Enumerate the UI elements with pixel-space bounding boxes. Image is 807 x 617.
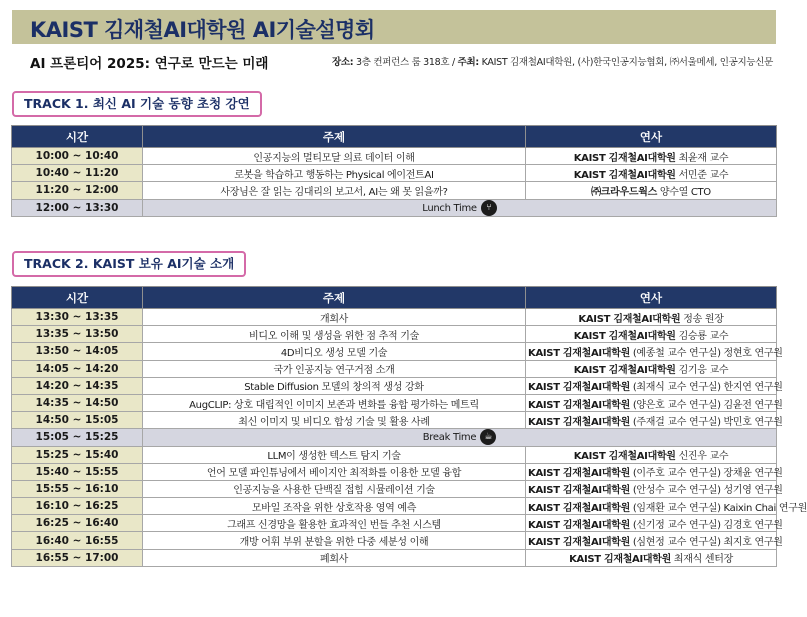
- speaker-org: KAIST 김재철AI대학원: [528, 537, 630, 549]
- topic-cell: 4D비디오 생성 모델 기술: [143, 343, 526, 360]
- speaker-name: (임재환 교수 연구실) Kaixin Chai 연구원: [632, 502, 807, 514]
- host-value: KAIST 김재철AI대학원, (사)한국인공지능협회, ㈜서울메세, 인공지능신문: [481, 57, 773, 68]
- table-row: [12, 326, 777, 343]
- table-row: [12, 446, 777, 463]
- topic-cell: 모바일 조작을 위한 상호작용 영역 예측: [143, 498, 526, 515]
- time-cell: 15:40 ~ 15:55: [12, 463, 143, 480]
- speaker-name: (예종철 교수 연구실) 정현호 연구원: [632, 347, 783, 359]
- table-row: [12, 148, 777, 165]
- time-cell: 13:30 ~ 13:35: [12, 309, 143, 326]
- host-label: 주최:: [457, 57, 479, 68]
- break-cell: [143, 429, 777, 446]
- speaker-org: KAIST 김재철AI대학원: [573, 451, 676, 463]
- topic-cell: 사장님은 잘 읽는 김대리의 보고서, AI는 왜 못 읽을까?: [143, 182, 526, 199]
- time-cell: 15:25 ~ 15:40: [12, 446, 143, 463]
- speaker-cell: [526, 446, 777, 463]
- topic-cell: 그래프 신경망을 활용한 효과적인 번들 추천 시스템: [143, 515, 526, 532]
- table-row: [12, 480, 777, 497]
- track2-schedule-table: [11, 286, 807, 567]
- time-cell: 16:10 ~ 16:25: [12, 498, 143, 515]
- speaker-org: KAIST 김재철AI대학원: [573, 169, 676, 181]
- speaker-name: 최윤재 교수: [678, 152, 729, 164]
- table-row: [12, 515, 777, 532]
- speaker-org: KAIST 김재철AI대학원: [528, 519, 630, 531]
- speaker-org: KAIST 김재철AI대학원: [528, 382, 630, 394]
- speaker-cell: [526, 309, 777, 326]
- table-header-row: [12, 287, 777, 309]
- column-header-speaker: 연사: [526, 287, 777, 309]
- speaker-cell: [526, 498, 807, 515]
- topic-cell: AugCLIP: 상호 대립적인 이미지 보존과 변화를 융합 평가하는 메트릭: [143, 394, 526, 411]
- speaker-cell: [526, 148, 777, 165]
- time-cell: 16:40 ~ 16:55: [12, 532, 143, 549]
- table-row: [12, 463, 777, 480]
- topic-cell: 폐회사: [143, 549, 526, 566]
- time-cell: 16:25 ~ 16:40: [12, 515, 143, 532]
- coffee-cup-icon: ☕: [480, 429, 496, 445]
- table-row: [12, 165, 777, 182]
- table-row: [12, 498, 777, 515]
- speaker-org: KAIST 김재철AI대학원: [573, 365, 676, 377]
- time-cell: 14:35 ~ 14:50: [12, 394, 143, 411]
- speaker-cell: [526, 412, 783, 429]
- event-subtitle: AI 프론티어 2025: 연구로 만드는 미래: [30, 56, 269, 72]
- speaker-cell: [526, 377, 783, 394]
- time-cell: 15:05 ~ 15:25: [12, 429, 143, 446]
- time-cell: 13:50 ~ 14:05: [12, 343, 143, 360]
- speaker-name: 정송 원장: [683, 313, 724, 325]
- break-label: Lunch Time: [422, 202, 477, 214]
- speaker-cell: [526, 549, 777, 566]
- speaker-cell: [526, 532, 783, 549]
- speaker-name: (주재걸 교수 연구실) 박민호 연구원: [632, 416, 783, 428]
- speaker-name: (이주호 교수 연구실) 장채윤 연구원: [632, 468, 783, 480]
- speaker-cell: [526, 463, 783, 480]
- table-row: [12, 360, 777, 377]
- speaker-org: KAIST 김재철AI대학원: [573, 152, 676, 164]
- speaker-cell: [526, 394, 783, 411]
- speaker-org: KAIST 김재철AI대학원: [528, 399, 630, 411]
- time-cell: 14:20 ~ 14:35: [12, 377, 143, 394]
- break-row: [12, 199, 777, 216]
- column-header-topic: 주제: [143, 287, 526, 309]
- speaker-cell: [526, 343, 783, 360]
- speaker-org: KAIST 김재철AI대학원: [569, 554, 671, 566]
- table-row: [12, 309, 777, 326]
- speaker-name: (심현정 교수 연구실) 최지호 연구원: [632, 537, 783, 549]
- title-banner: [12, 10, 776, 44]
- speaker-name: 신진우 교수: [678, 451, 729, 463]
- column-header-topic: 주제: [143, 126, 526, 148]
- table-header-row: [12, 126, 777, 148]
- table-row: [12, 532, 777, 549]
- track2-heading: TRACK 2. KAIST 보유 AI기술 소개: [12, 251, 246, 277]
- speaker-org: KAIST 김재철AI대학원: [573, 330, 676, 342]
- time-cell: 15:55 ~ 16:10: [12, 480, 143, 497]
- break-label: Break Time: [422, 432, 477, 444]
- speaker-name: (양은호 교수 연구실) 김윤전 연구원: [632, 399, 783, 411]
- venue-label: 장소:: [332, 57, 354, 68]
- speaker-cell: [526, 480, 783, 497]
- speaker-org: KAIST 김재철AI대학원: [578, 313, 681, 325]
- time-cell: 14:05 ~ 14:20: [12, 360, 143, 377]
- column-header-time: 시간: [12, 126, 143, 148]
- speaker-org: KAIST 김재철AI대학원: [528, 347, 630, 359]
- topic-cell: LLM이 생성한 텍스트 탐지 기술: [143, 446, 526, 463]
- break-row: [12, 429, 777, 446]
- time-cell: 13:35 ~ 13:50: [12, 326, 143, 343]
- table-row: [12, 549, 777, 566]
- speaker-name: 김기응 교수: [678, 365, 729, 377]
- venue-value: 3층 컨퍼런스 룸 318호: [356, 57, 450, 68]
- speaker-name: (안성수 교수 연구실) 성기영 연구원: [632, 485, 783, 497]
- table-row: [12, 377, 777, 394]
- topic-cell: 국가 인공지능 연구거점 소개: [143, 360, 526, 377]
- speaker-name: 서민준 교수: [678, 169, 729, 181]
- speaker-name: (신기정 교수 연구실) 김경호 연구원: [632, 519, 783, 531]
- speaker-name: 최재식 센터장: [673, 554, 733, 566]
- speaker-org: KAIST 김재철AI대학원: [528, 468, 630, 480]
- topic-cell: 개회사: [143, 309, 526, 326]
- speaker-cell: [526, 360, 777, 377]
- speaker-name: 양수열 CTO: [659, 186, 711, 198]
- topic-cell: Stable Diffusion 모델의 창의적 생성 강화: [143, 377, 526, 394]
- speaker-cell: [526, 515, 783, 532]
- speaker-org: KAIST 김재철AI대학원: [528, 502, 630, 514]
- time-cell: 12:00 ~ 13:30: [12, 199, 143, 216]
- topic-cell: 비디오 이해 및 생성을 위한 점 추적 기술: [143, 326, 526, 343]
- topic-cell: 최신 이미지 및 비디오 합성 기술 및 활용 사례: [143, 412, 526, 429]
- utensils-icon: ⑂: [481, 200, 497, 216]
- topic-cell: 로봇을 학습하고 행동하는 Physical 에이전트AI: [143, 165, 526, 182]
- topic-cell: 개방 어휘 부위 분할을 위한 다중 세분성 이해: [143, 532, 526, 549]
- topic-cell: 인공지능의 멀티모달 의료 데이터 이해: [143, 148, 526, 165]
- table-row: [12, 182, 777, 199]
- speaker-cell: [526, 326, 777, 343]
- speaker-name: 김승룡 교수: [678, 330, 729, 342]
- table-row: [12, 394, 777, 411]
- speaker-cell: [526, 165, 777, 182]
- venue-info: 장소: 3층 컨퍼런스 룸 318호 / 주최: KAIST 김재철AI대학원, (사)한국인공지능협회, ㈜서울메세, 인공지능신문: [332, 57, 773, 68]
- time-cell: 11:20 ~ 12:00: [12, 182, 143, 199]
- speaker-org: KAIST 김재철AI대학원: [528, 416, 630, 428]
- column-header-speaker: 연사: [526, 126, 777, 148]
- track1-schedule-table: [11, 125, 777, 217]
- speaker-name: (최재식 교수 연구실) 한지연 연구원: [632, 382, 783, 394]
- time-cell: 10:40 ~ 11:20: [12, 165, 143, 182]
- page-title: KAIST 김재철AI대학원 AI기술설명회: [30, 18, 375, 42]
- topic-cell: 인공지능을 사용한 단백질 접힘 시뮬레이션 기술: [143, 480, 526, 497]
- column-header-time: 시간: [12, 287, 143, 309]
- time-cell: 10:00 ~ 10:40: [12, 148, 143, 165]
- time-cell: 16:55 ~ 17:00: [12, 549, 143, 566]
- speaker-org: ㈜크라우드웍스: [591, 186, 657, 198]
- track1-heading: TRACK 1. 최신 AI 기술 동향 초청 강연: [12, 91, 262, 117]
- break-cell: [143, 199, 777, 216]
- table-row: [12, 412, 777, 429]
- time-cell: 14:50 ~ 15:05: [12, 412, 143, 429]
- topic-cell: 언어 모델 파인튜닝에서 베이지안 최적화를 이용한 모델 융합: [143, 463, 526, 480]
- speaker-org: KAIST 김재철AI대학원: [528, 485, 630, 497]
- speaker-cell: [526, 182, 777, 199]
- table-row: [12, 343, 777, 360]
